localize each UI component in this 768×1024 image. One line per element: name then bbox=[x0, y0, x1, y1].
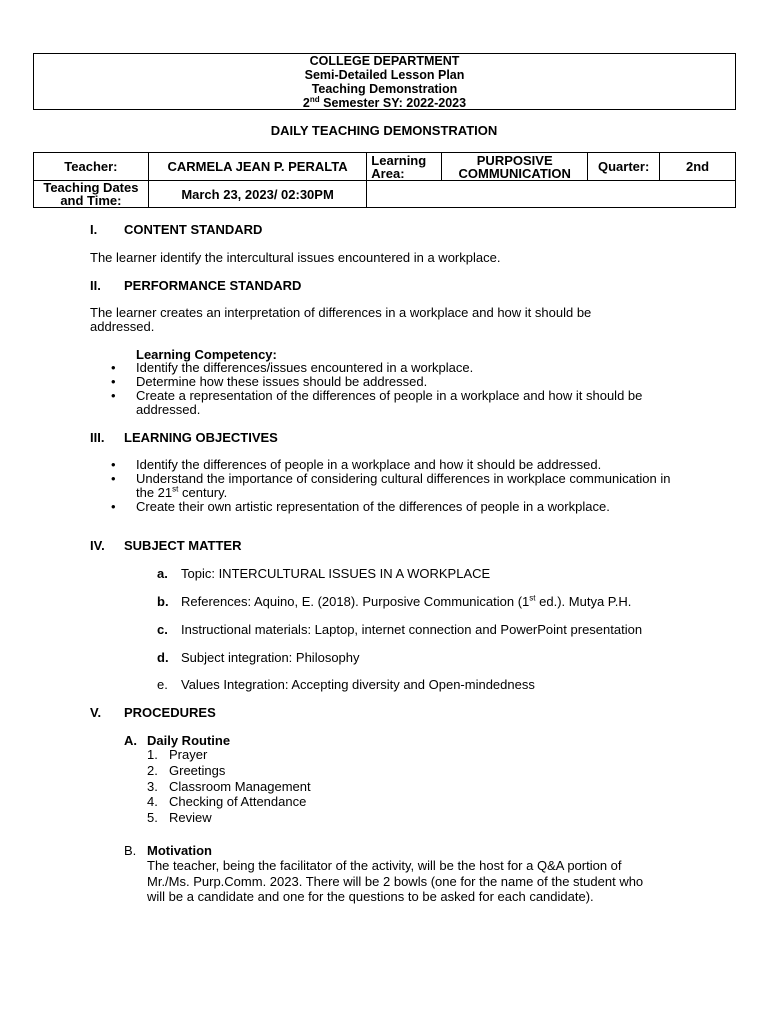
list-item bbox=[147, 810, 311, 826]
teacher-name: CARMELA JEAN P. PERALTA bbox=[148, 153, 366, 181]
section-number: II. bbox=[90, 278, 101, 293]
list-item bbox=[147, 747, 311, 763]
item-label: c. bbox=[157, 622, 168, 637]
section-subject-matter-heading bbox=[90, 538, 241, 553]
list-item-line2 bbox=[136, 486, 711, 500]
section-learning-objectives-heading bbox=[90, 430, 278, 445]
item-label: b. bbox=[157, 594, 169, 609]
list-item-line2: addressed. bbox=[136, 402, 201, 417]
item-number: 2. bbox=[147, 762, 158, 778]
item-text: ed.). Mutya P.H. bbox=[535, 594, 632, 609]
text-part: the 21 bbox=[136, 485, 173, 500]
learning-competency-heading: Learning Competency: bbox=[136, 347, 277, 362]
section-title: CONTENT STANDARD bbox=[124, 222, 263, 237]
list-item: • Determine how these issues should be addressed. bbox=[111, 375, 701, 389]
motivation-text bbox=[147, 858, 707, 905]
item-number: 3. bbox=[147, 778, 158, 794]
document-title: DAILY TEACHING DEMONSTRATION bbox=[270, 123, 498, 138]
quarter-label: Quarter: bbox=[588, 153, 660, 181]
list-item bbox=[147, 763, 311, 779]
list-item-line1: • Create a representation of the differences of people in a workplace and how it should be bbox=[136, 388, 643, 403]
teaching-dates-label bbox=[34, 181, 149, 208]
section-title: PERFORMANCE STANDARD bbox=[124, 278, 302, 293]
motivation-line3: will be a candidate and one for the questions to be asked for each candidate). bbox=[147, 889, 594, 904]
section-number: V. bbox=[90, 705, 102, 720]
section-number: I. bbox=[90, 222, 98, 237]
item-label: e. bbox=[157, 677, 168, 692]
list-item bbox=[111, 472, 711, 500]
learning-area-label-line1: Learning bbox=[371, 152, 427, 168]
performance-standard-line1: The learner creates an interpretation of differences in a workplace and how it should be bbox=[90, 305, 592, 320]
item-text: Values Integration: Accepting diversity and Open-mindedness bbox=[181, 677, 535, 692]
list-item bbox=[111, 389, 701, 417]
item-number: 1. bbox=[147, 747, 158, 762]
list-item bbox=[147, 794, 311, 810]
list-item: • Identify the differences/issues encountered in a workplace. bbox=[111, 361, 701, 375]
section-content-standard-heading bbox=[90, 222, 262, 237]
learning-area-value bbox=[442, 153, 588, 181]
subject-matter-values bbox=[157, 677, 535, 692]
semester-number: 2 bbox=[302, 96, 310, 110]
section-procedures-heading bbox=[90, 705, 216, 720]
section-title: SUBJECT MATTER bbox=[124, 538, 242, 553]
text-part: century. bbox=[178, 485, 228, 500]
teaching-dates-label-line2: and Time: bbox=[60, 193, 122, 208]
header-plan-type: Semi-Detailed Lesson Plan bbox=[304, 68, 465, 82]
section-number: III. bbox=[90, 430, 105, 445]
item-text: Instructional materials: Laptop, internet connection and PowerPoint presentation bbox=[181, 622, 643, 637]
teaching-dates-label-line1: Teaching Dates bbox=[43, 180, 139, 195]
header-semester bbox=[34, 96, 735, 110]
daily-routine-heading bbox=[124, 733, 230, 748]
item-text: Prayer bbox=[169, 747, 208, 762]
teaching-dates-value: March 23, 2023/ 02:30PM bbox=[148, 181, 366, 208]
teacher-label: Teacher: bbox=[34, 153, 149, 181]
subject-matter-integration bbox=[157, 650, 360, 665]
learning-area-value-line1: PURPOSIVE bbox=[476, 152, 553, 168]
motivation-line1: The teacher, being the facilitator of the activity, will be the host for a Q&A portion of bbox=[147, 858, 622, 873]
content-standard-text: The learner identify the intercultural issues encountered in a workplace. bbox=[90, 250, 501, 265]
learning-area-label bbox=[367, 153, 442, 181]
item-text: Subject integration: Philosophy bbox=[181, 650, 360, 665]
performance-standard-text bbox=[90, 306, 690, 334]
item-label: d. bbox=[157, 650, 169, 665]
learning-area-label-line2: Area: bbox=[371, 165, 405, 181]
item-text: Greetings bbox=[169, 762, 226, 778]
list-item: • Create their own artistic representation of the differences of people in a workplace. bbox=[111, 500, 711, 514]
section-title: PROCEDURES bbox=[124, 705, 216, 720]
learning-competency-list bbox=[111, 361, 701, 417]
ordinal-sup: st bbox=[172, 484, 179, 494]
section-performance-standard-heading bbox=[90, 278, 301, 293]
item-title: Daily Routine bbox=[147, 733, 231, 748]
learning-objectives-list bbox=[111, 458, 711, 514]
item-text: Checking of Attendance bbox=[169, 794, 307, 810]
subject-matter-topic bbox=[157, 566, 490, 581]
list-item-line1: • Understand the importance of considering cultural differences in workplace communication in bbox=[136, 471, 671, 486]
item-number: 4. bbox=[147, 794, 158, 810]
subject-matter-materials bbox=[157, 622, 642, 637]
item-label: B. bbox=[124, 843, 137, 858]
header-demonstration: Teaching Demonstration bbox=[311, 82, 458, 96]
item-text: Topic: INTERCULTURAL ISSUES IN A WORKPLACE bbox=[181, 566, 491, 581]
item-text: Review bbox=[169, 810, 212, 826]
daily-routine-list bbox=[147, 747, 311, 826]
empty-cell bbox=[367, 181, 736, 208]
semester-school-year: Semester SY: 2022-2023 bbox=[319, 96, 467, 110]
list-item bbox=[147, 779, 311, 795]
item-text: Classroom Management bbox=[169, 778, 311, 794]
document-header-box bbox=[33, 53, 736, 110]
item-title: Motivation bbox=[147, 843, 212, 858]
motivation-heading bbox=[124, 843, 212, 858]
header-department: COLLEGE DEPARTMENT bbox=[309, 54, 460, 68]
item-text: References: Aquino, E. (2018). Purposive Communication (1 bbox=[181, 594, 530, 609]
item-number: 5. bbox=[147, 810, 158, 826]
list-item: • Identify the differences of people in a workplace and how it should be addressed. bbox=[111, 458, 711, 472]
ordinal-sup: st bbox=[529, 593, 536, 603]
section-title: LEARNING OBJECTIVES bbox=[124, 430, 278, 445]
item-label: A. bbox=[124, 733, 137, 748]
item-label: a. bbox=[157, 566, 168, 581]
learning-area-value-line2: COMMUNICATION bbox=[458, 165, 571, 181]
motivation-line2: Mr./Ms. Purp.Comm. 2023. There will be 2 bowls (one for the name of the student who bbox=[147, 873, 644, 889]
quarter-value: 2nd bbox=[660, 153, 736, 181]
semester-ordinal: nd bbox=[309, 94, 320, 104]
teacher-info-table bbox=[33, 152, 736, 208]
performance-standard-line2: addressed. bbox=[90, 319, 155, 334]
section-number: IV. bbox=[90, 538, 105, 553]
subject-matter-references bbox=[157, 594, 631, 609]
